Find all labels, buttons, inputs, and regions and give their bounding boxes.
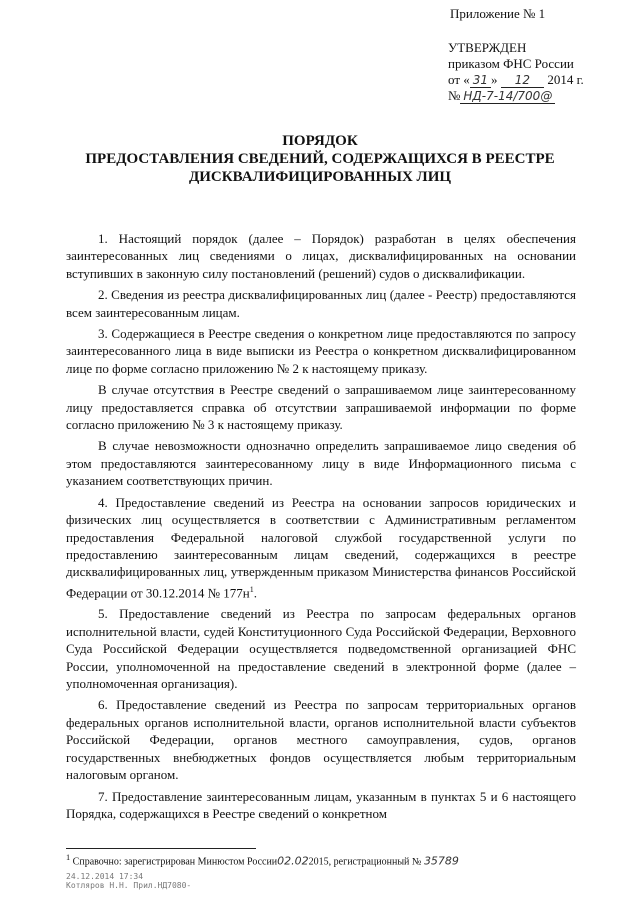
date-day: 31: [470, 73, 491, 88]
paragraph-3-ambiguity: В случае невозможности однозначно определить запрашиваемое лицо сведения об этом предоставляются заинтересованному лицу в виде Информационного письма с указанием соответствующих причин.: [66, 438, 576, 489]
title-line-3: ДИСКВАЛИФИЦИРОВАННЫХ ЛИЦ: [188, 169, 452, 185]
order-number-value: НД-7-14/700@: [460, 89, 555, 104]
approval-block: [448, 6, 633, 104]
paragraph-4: 4. Предоставление сведений из Реестра на основании запросов юридических и физических лиц осуществляется в соответствии с Административным регламентом предоставления Федеральной налоговой службой государственной услуги по предоставлению заинтересованным лицам сведений, содержащихся в реестре дисквалифицированных лиц, утвержденным приказом Министерства финансов Российской Федерации от 30.12.2014 № $177н^1$.: [66, 494, 576, 601]
paragraph-7: 7. Предоставление заинтересованным лицам, указанным в пунктах 5 и 6 настоящего Порядка, содержащихся в Реестре сведений о конкретном: [66, 788, 576, 821]
print-stamp: 24.12.2014 17:34 Котляров Н.Н. Прил.НД7080-: [66, 872, 192, 890]
paragraph-3-absence: В случае отсутствия в Реестре сведений о запрашиваемом лице заинтересованному лицу предоставляется справка об отсутствии запрашиваемой информации по форме согласно приложению № 3 к настоящему приказу.: [66, 382, 576, 433]
paragraph-6: 6. Предоставление сведений из Реестра по запросам территориальных органов федеральных органов исполнительной власти, органов исполнительной власти субъектов Российской Федерации, органов местного самоуправления, судов, органов государственных внебюджетных фондов осуществляется любым территориальным налоговым органом.: [66, 697, 576, 783]
footnote-divider: [66, 848, 256, 849]
paragraph-5: 5. Предоставление сведений из Реестра по запросам федеральных органов исполнительной власти, судей Конституционного Суда Российской Федерации, Верховного Суда Российской Федерации осуществляется подведомственной организацией ФНС России, уполномоченной на предоставление сведений в электронной форме (далее – уполномоченная организация).: [66, 606, 576, 692]
footnote-number-hand: 35789: [423, 854, 459, 868]
approved-label: УТВЕРЖДЕН: [448, 40, 527, 55]
date-month: 12: [501, 73, 544, 88]
paragraph-2: 2. Сведения из реестра дисквалифицированных лиц (далее - Реестр) предоставляются всем заинтересованным лицам.: [66, 287, 576, 320]
document-title: [60, 132, 580, 186]
footnote-date-hand: 02.02: [277, 854, 309, 868]
title-line-2: ПРЕДОСТАВЛЕНИЯ СВЕДЕНИЙ, СОДЕРЖАЩИХСЯ В РЕЕСТРЕ: [85, 151, 555, 167]
order-date: от « 31 » 12 2014 г.: [448, 72, 584, 87]
title-line-1: ПОРЯДОК: [282, 133, 358, 149]
paragraph-1: 1. Настоящий порядок (далее – Порядок) разработан в целях обеспечения заинтересованных лиц сведениями о лицах, дисквалифицированных на основании вступивших в законную силу постановлений (решений) судов о дисквалификации.: [66, 231, 576, 281]
appendix-label: Приложение № 1: [450, 6, 546, 21]
footnote-ref: 1: [249, 584, 254, 594]
footnote: $^1$ Справочно: зарегистрирован Минюстом России02.022015, регистрационный № 35789: [66, 853, 459, 868]
order-number: № НД-7-14/700@: [448, 88, 633, 104]
paragraph-3: 3. Содержащиеся в Реестре сведения о конкретном лице предоставляются по запросу заинтересованного лица в виде выписки из Реестра о конкретном дисквалифицированном лице по форме согласно приложению № 2 к настоящему приказу.: [66, 326, 576, 376]
document-body: [66, 230, 576, 826]
order-label: приказом ФНС России: [448, 56, 574, 71]
